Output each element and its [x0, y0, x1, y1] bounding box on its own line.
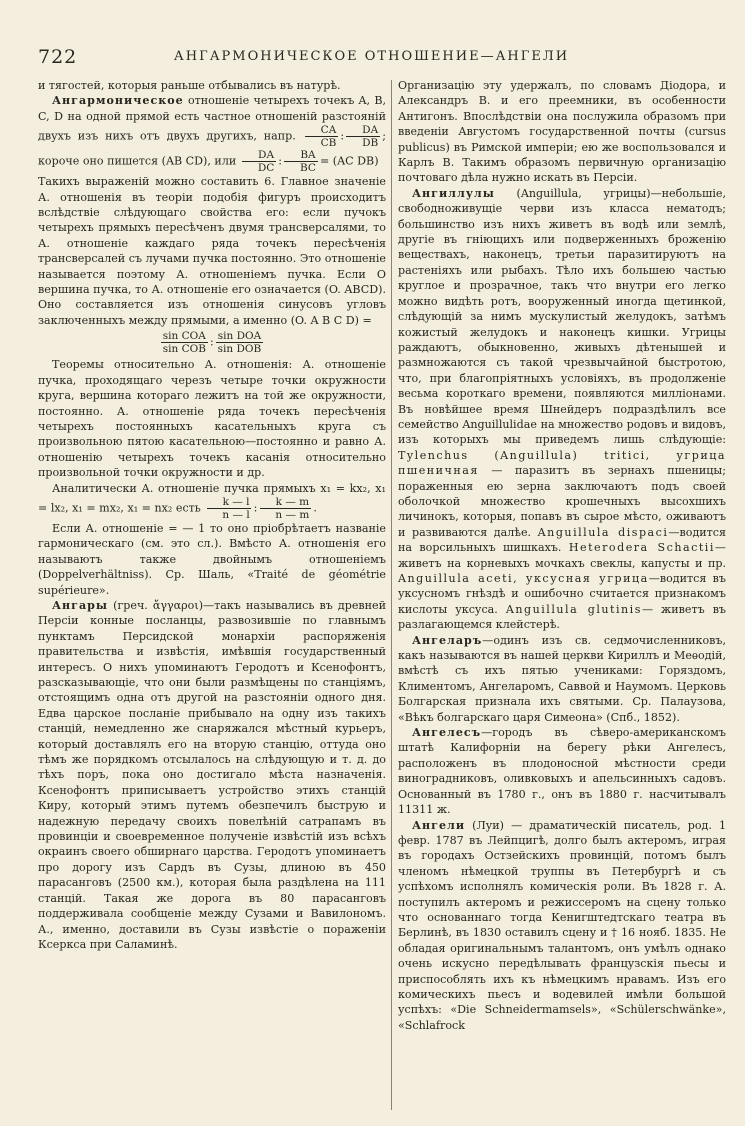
entry-text: отношеніе четырехъ точекъ A, B, C, D на одной прямой есть частное отношеній разстояній двухъ изъ нихъ отъ двухъ другихъ, напр. [38, 94, 387, 143]
fraction: $\frac{CA}{CB}$ [305, 124, 339, 149]
headword: Ангелесъ [412, 726, 482, 740]
headword: Ангеларъ [412, 633, 483, 647]
entry-text: Такихъ выраженій можно составить 6. Главное значеніе А. отношенія въ теоріи подобія фигуръ происходитъ вслѣдствіе слѣдующаго свойства его: если пучокъ четырехъ прямыхъ пересѣченъ двумя трансверсалями, то А. отношеніе каждаго ряда точекъ пересѣченія трансверсалей съ лучами пучка постоянно. Это отношеніе называется поэтому А. отношеніемъ пучка. Если O вершина пучка, то А. отношеніе его означается (O. ABCD). Оно составляется изъ отношенія синусовъ угловъ заключенныхъ между прямыми, а именно (O. A B C D) = [38, 175, 386, 327]
fraction: $\frac{k — l}{n — l}$ [206, 496, 251, 521]
species-name: Heterodera Schactii [568, 541, 715, 555]
entry-angeles: Ангелесъ—городъ въ сѣверо-американскомъ штатѣ Калифорніи на берегу рѣки Ангелесъ, расположенъ въ плодоносной мѣстности среди виноградниковъ, оливковыхъ и апельсинныхъ садовъ. Основанный въ 1780 г., онъ въ 1880 г. насчитывалъ 11311 ж. [398, 726, 726, 817]
fraction: $\frac{DA}{DB}$ [346, 124, 380, 149]
page-header [38, 46, 705, 72]
species-name: Anguillula aceti, уксусная угрица [398, 572, 649, 585]
species-name: Anguillula glutinis [505, 602, 642, 616]
entry-angarmonicheskoe: Ангармоническое отношеніе четырехъ точекъ A, B, C, D на одной прямой есть частное отношеній разстояній двухъ изъ нихъ отъ двухъ другихъ, напр. $\frac{CA}{CB}$ : $\frac{DA}{DB}$ ; короче оно пишется (AB CD), или $\frac{DA}{DC}$ : $\frac{BA}{BC}$ = (AC DB) [38, 94, 387, 175]
fraction: $\frac{BA}{BC}$ [284, 149, 318, 174]
entry-angillul: Ангиллулы (Anguillula, угрицы)—небольшіе, свободноживущіе черви изъ класса нематодъ; большинство изъ нихъ живетъ въ водѣ или землѣ, другіе въ гніющихъ или подверженныхъ броженію веществахъ, наконецъ, третьи паразитируютъ на растеніяхъ или рыбахъ. Тѣло ихъ большею частью круглое и прозрачное, такъ что внутри его легко можно видѣть ротъ, вооруженный иногда щетинкой, слѣдующій за нимъ мускулистый желудокъ, затѣмъ кожистый желудокъ и наконецъ кишки. Угрицы раждаютъ, обыкновенно, живыхъ дѣтенышей и размножаются съ такой чрезвычайной быстротою, что, при благопріятныхъ условіяхъ, въ продолженіе весьма короткаго времени, появляются милліонами. Въ новѣйшее время Шнейдеръ подраздѣлилъ все семейство Anguillulidae на множество родовъ и видовъ, изъ которыхъ мы приведемъ лишь слѣдующіе: Tylenchus (Anguillula) tritici, угрица пшеничная — паразитъ въ зернахъ пшеницы; пораженныя ею зерна заключаютъ подъ своей оболочкой множество крошечныхъ высохшихъ личинокъ, которыя, попавъ въ сырое мѣсто, оживаютъ и развиваются далѣе. Anguillula dispaci—водится на ворсильныхъ шишкахъ. Heterodera Schactii—живетъ на корневыхъ мочкахъ свеклы, капусты и пр. Anguillula aceti, уксусная угрица—водится въ уксусномъ гнѣздѣ и ошибочно считается признакомъ кислоты уксуса. Anguillula glutinis— живетъ въ разлагающемся клейстерѣ. [398, 186, 727, 632]
continued-text: Организацію эту удержалъ, по словамъ Діодора, и Александръ В. и его преемники, въ особенности Антигонъ. Впослѣдствіи она послужила образомъ при введеніи Августомъ государственной почты (cursus publicus) въ Римской имперіи; ею же воспользовался и Карлъ В. Такимъ образомъ первичную организацію почтоваго дѣла нужно искать въ Персіи. [398, 79, 726, 185]
entry-text: (греч. ἄγγαροι)—такъ назывались въ древней Персіи конные посланцы, развозившіе по главнымъ пунктамъ Персидской монархіи распоряженія правительства и извѣстія, имѣвшія государственный интересъ. О нихъ упоминаютъ Геродотъ и Ксенофонтъ, разсказывающіе, что они были размѣщены по станціямъ, отстоящимъ одна отъ другой на разстояніи одного дня. Едва царское посланіе прибывало на одну изъ такихъ станцій, немедленно же снаряжался мѣстный курьеръ, который доставлялъ его на вторую станцію, оттуда оно тѣмъ же порядкомъ отсылалось на слѣдующую и т. д. до тѣхъ поръ, пока оно достигало мѣста назначенія. Ксенофонтъ приписываетъ устройство этихъ станцій Киру, который этимъ путемъ обезпечилъ быструю и надежную передачу своихъ повелѣній сатрапамъ въ провинціи и своевременное полученіе извѣстій изъ всѣхъ окраинъ своего обширнаго царства. Геродотъ упоминаетъ про дорогу изъ Сардъ въ Сузы, длиною въ 450 парасанговъ (2500 км.), которая была раздѣлена на 111 станцій. Такая же дорога въ 80 парасанговъ поддерживала сообщеніе между Сузами и Вавилономъ. А., именно, доставили въ Сузы извѣстіе о пораженіи Ксеркса при Саламинѣ. [38, 598, 387, 951]
species-name: Anguillula dispaci [537, 525, 669, 539]
headword: Ангары [52, 598, 109, 612]
fraction: $\frac{DA}{DC}$ [242, 149, 276, 174]
headword: Ангели [412, 818, 466, 832]
entry-angary [38, 598, 386, 952]
fraction: $\frac{k — m}{n — m}$ [259, 496, 311, 521]
page-number: 722 [38, 46, 78, 68]
left-column [38, 78, 386, 952]
running-title: АНГАРМОНИЧЕСКОЕ ОТНОШЕНИЕ—АНГЕЛИ [173, 49, 570, 64]
formula-sin: $\frac{\text{sin COA}}{\text{sin COB}}$ : $\frac{\text{sin DOA}}{\text{sin DOB}}$ [162, 330, 262, 356]
headword: Ангармоническое [52, 94, 184, 108]
headword: Ангиллулы [412, 186, 495, 200]
entry-angelar: Ангеларъ—одинъ изъ св. седмочисленниковъ, какъ называются въ нашей церкви Кириллъ и Меѳодій, вмѣстѣ съ ихъ пятью учениками: Горяздомъ, Климентомъ, Ангеларомъ, Саввой и Наумомъ. Церковь Болгарская признала ихъ святыми. Ср. Палаузова, «Вѣкъ болгарскаго царя Симеона» (Спб., 1852). [398, 633, 726, 724]
entry-angeli: Ангели (Луи) — драматическій писатель, род. 1 февр. 1787 въ Лейпцигѣ, долго былъ актеромъ, играя въ городахъ Остзейскихъ провинцій, потомъ былъ членомъ нѣмецкой труппы въ Петербургѣ и съ успѣхомъ исполнялъ комическія роли. Въ 1828 г. А. поступилъ актеромъ и режиссеромъ на сцену только что основаннаго тогда Кенигштедтскаго театра въ Берлинѣ, въ 1830 оставилъ сцену и † 16 нояб. 1835. Не обладая оригинальнымъ талантомъ, онъ умѣлъ однако очень искусно передѣлывать французскія пьесы и приспособлять ихъ къ нѣмецкимъ нравамъ. Изъ его комическихъ пьесъ и водевилей имѣли большой успѣхъ: «Die Schneidermamsels», «Schülerschwänke», «Schlafrock [398, 818, 727, 1032]
entry-text: оно пишется (AB CD), или [82, 154, 237, 168]
entry-text: Если А. отношеніе = — 1 то оно пріобрѣтаетъ названіе гармоническаго (см. это сл.). Вмѣсто А. отношенія его называютъ также двойнымъ отношеніемъ (Doppelverhältniss). Ср. Шаль, «Traité de géométrie supérieure». [38, 521, 386, 597]
right-column [398, 78, 726, 1033]
column-divider [391, 80, 392, 1110]
entry-text: Теоремы относительно А. отношенія: А. отношеніе пучка, проходящаго черезъ четыре точки окружности круга, вершина котораго лежитъ на той же окружности, постоянно. А. отношеніе ряда точекъ пересѣченія четырехъ постоянныхъ касательныхъ круга съ произвольною пятою касательною—постоянно и равно А. отношенію четырехъ точекъ касанія относительно произвольной точки окружности и др. [38, 358, 386, 480]
continued-text: и тягостей, которыя раньше отбывались въ натурѣ. [38, 79, 341, 92]
species-name: Tylenchus (Anguillula) tritici, угрица пшеничная [398, 448, 726, 478]
entry-text: Аналитически А. отношеніе пучка прямыхъ x₁ = kx₂, x₁ = lx₂, x₁ = mx₂, x₁ = nx₂ есть $\frac{k — l}{n — l}$ : $\frac{k — m}{n — m}$ . [38, 481, 386, 521]
